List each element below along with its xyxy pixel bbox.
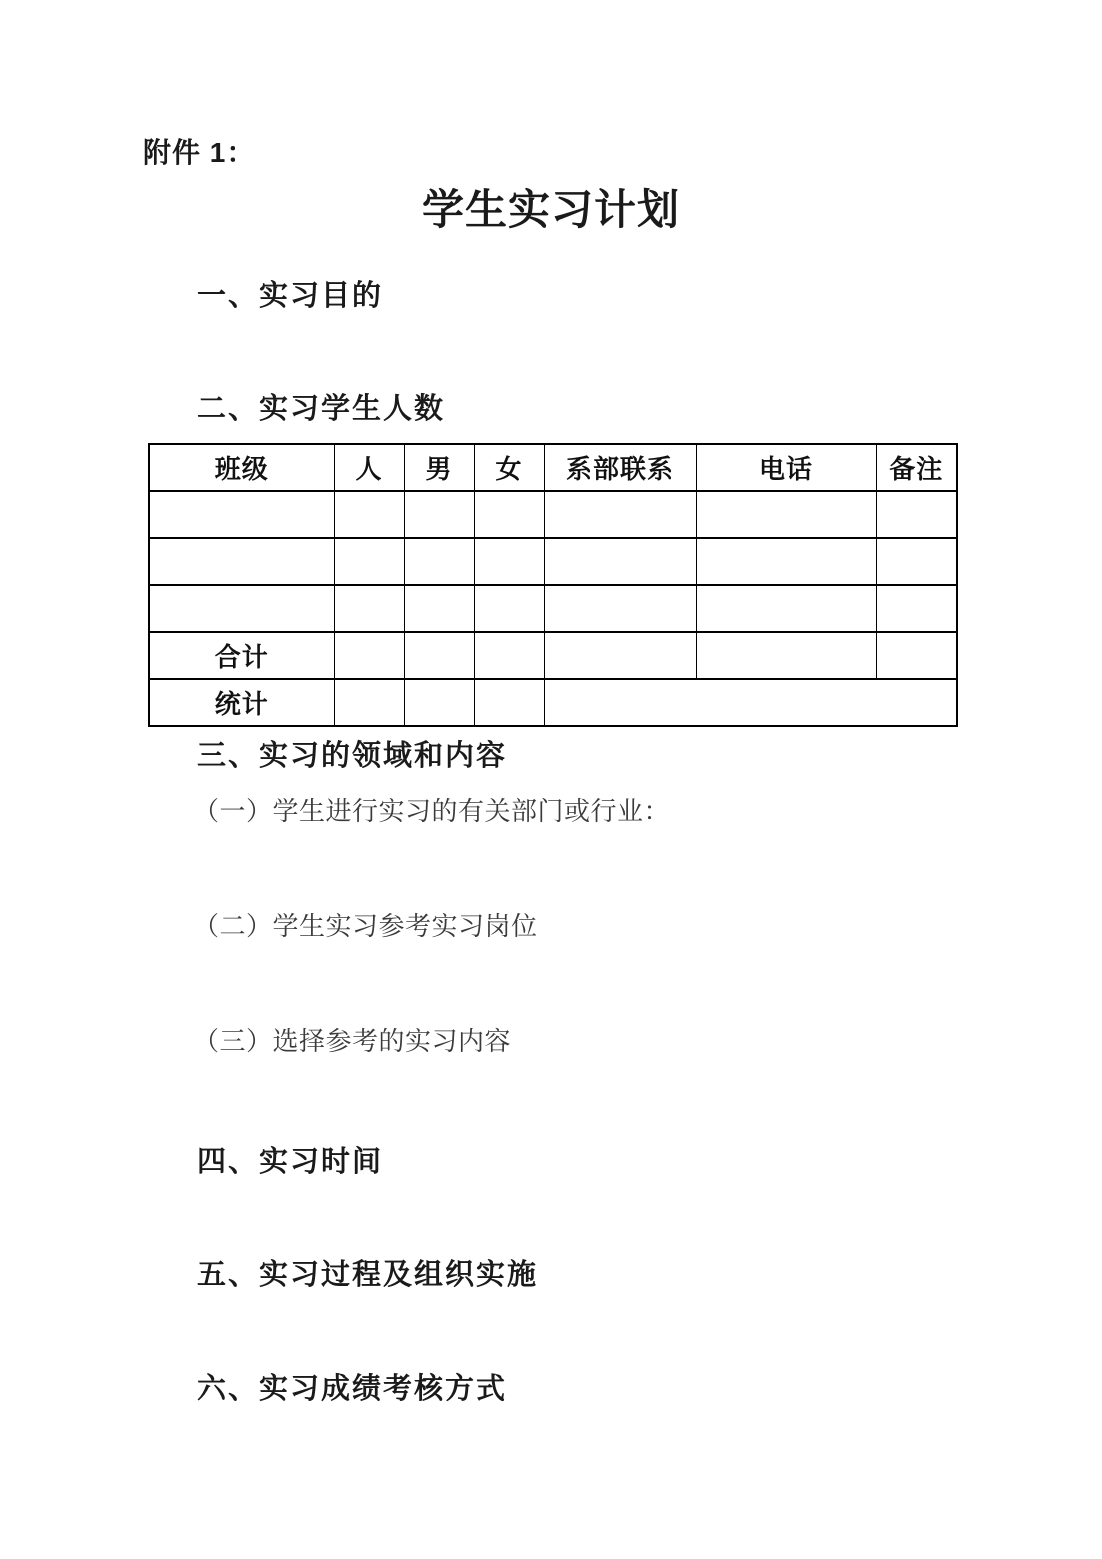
header-cell-female: 女 [474, 444, 544, 491]
table-cell [544, 585, 696, 632]
section-heading-internship-time: 四、实习时间 [197, 1146, 384, 1178]
table-cell [334, 632, 404, 679]
table-cell [544, 632, 696, 679]
table-cell [696, 632, 876, 679]
table-row [149, 538, 957, 585]
table-cell [474, 491, 544, 538]
stat-row-merged-cell [544, 679, 957, 726]
students-table [148, 443, 958, 727]
table-cell [334, 679, 404, 726]
header-cell-phone: 电话 [696, 444, 876, 491]
stat-row-label: 统计 [149, 679, 334, 726]
header-cell-male: 男 [404, 444, 474, 491]
table-cell [149, 538, 334, 585]
table-row [149, 585, 957, 632]
section-heading-internship-purpose: 一、实习目的 [197, 280, 384, 312]
header-cell-department-contact: 系部联系 [544, 444, 696, 491]
table-cell [404, 538, 474, 585]
table-cell [334, 491, 404, 538]
table-cell [334, 538, 404, 585]
table-cell [876, 585, 957, 632]
section-heading-grade-assessment: 六、实习成绩考核方式 [197, 1373, 508, 1405]
page-title: 学生实习计划 [421, 188, 680, 234]
table-row [149, 491, 957, 538]
subsection-reference-content: （三）选择参考的实习内容 [193, 1027, 512, 1056]
table-cell [876, 538, 957, 585]
table-stat-row [149, 679, 957, 726]
attachment-label: 附件 1： [143, 137, 256, 168]
table-cell [149, 491, 334, 538]
total-row-label: 合计 [149, 632, 334, 679]
section-heading-process-and-organization: 五、实习过程及组织实施 [197, 1259, 539, 1291]
table-total-row [149, 632, 957, 679]
header-cell-remarks: 备注 [876, 444, 957, 491]
section-heading-student-count: 二、实习学生人数 [197, 393, 446, 425]
header-cell-people: 人 [334, 444, 404, 491]
table-cell [876, 632, 957, 679]
subsection-departments-or-industries: （一）学生进行实习的有关部门或行业： [193, 797, 671, 826]
table-cell [474, 538, 544, 585]
table-cell [696, 585, 876, 632]
table-cell [544, 538, 696, 585]
subsection-reference-positions: （二）学生实习参考实习岗位 [193, 912, 538, 941]
header-cell-class: 班级 [149, 444, 334, 491]
section-heading-fields-and-content: 三、实习的领域和内容 [197, 740, 508, 772]
table-cell [404, 585, 474, 632]
table-cell [474, 585, 544, 632]
table-cell [149, 585, 334, 632]
table-cell [544, 491, 696, 538]
table-cell [404, 679, 474, 726]
table-cell [474, 679, 544, 726]
table-cell [876, 491, 957, 538]
table-cell [696, 538, 876, 585]
table-cell [404, 632, 474, 679]
table-cell [334, 585, 404, 632]
table-cell [696, 491, 876, 538]
table-cell [404, 491, 474, 538]
table-cell [474, 632, 544, 679]
table-header-row [149, 444, 957, 491]
